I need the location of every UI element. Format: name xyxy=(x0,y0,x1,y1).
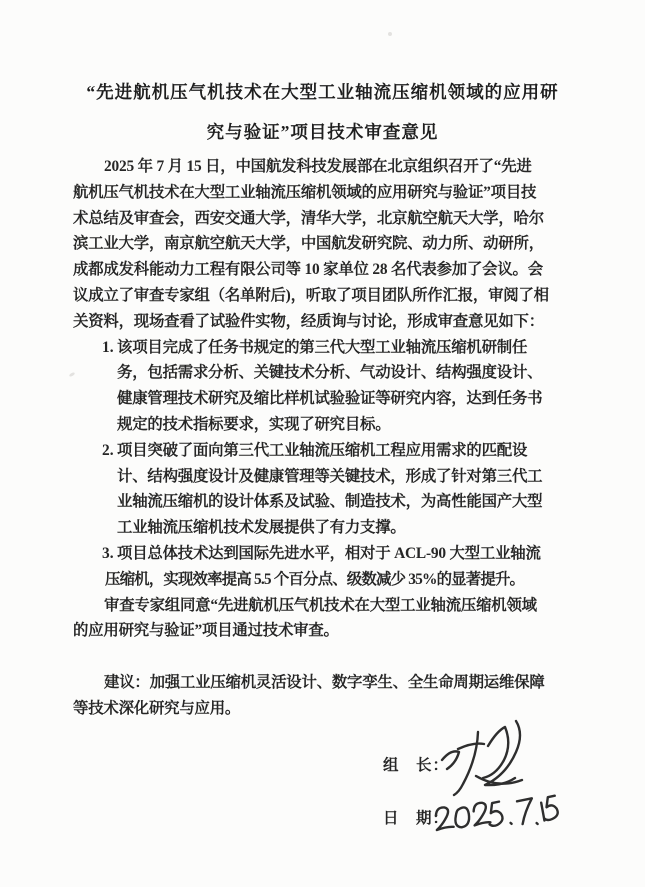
list-text: 项目突破了面向第三代工业轴流压缩机工程应用需求的匹配设 xyxy=(117,441,528,459)
list-item-2-line: 计、结构强度设计及健康管理等关键技术，形成了针对第三代工 xyxy=(117,467,543,485)
list-item-2-line: 工业轴流压缩机技术发展提供了有力支撑。 xyxy=(117,519,406,537)
blank-line xyxy=(73,644,585,670)
list-item-2-line: 业轴流压缩机的设计体系及试验、制造技术，为高性能国产大型 xyxy=(117,493,543,511)
paragraph-line: 滨工业大学，南京航空航天大学，中国航发研究院、动力所、动研所， xyxy=(73,235,544,253)
list-item-1-line: 规定的技术指标要求，实现了研究目标。 xyxy=(117,415,391,433)
list-item-1-line: 健康管理技术研究及缩比样机试验验证等研究内容，达到任务书 xyxy=(117,390,543,408)
list-number: 1. xyxy=(102,338,114,356)
document-title xyxy=(0,72,645,152)
list-item-1-line xyxy=(73,335,585,361)
suggestion-line: 等技术深化研究与应用。 xyxy=(73,699,241,717)
paragraph-line: 航机压气机技术在大型工业轴流压缩机领域的应用研究与验证”项目技 xyxy=(73,183,537,201)
list-item-3-line: 压缩机，实现效率提高 5.5 个百分点、级数减少 35%的显著提升。 xyxy=(105,570,525,588)
title-line-1: “先进航机压气机技术在大型工业轴流压缩机领域的应用研 xyxy=(86,82,559,102)
list-number: 2. xyxy=(102,441,114,459)
scan-speck xyxy=(388,32,392,36)
paragraph-line: 2025 年 7 月 15 日，中国航发科技发展部在北京组织召开了“先进 xyxy=(104,158,532,175)
document-body xyxy=(73,154,585,722)
leader-label: 组 长： xyxy=(383,757,450,774)
paragraph-line: 议成立了审查专家组（名单附后)，听取了项目团队所作汇报，审阅了相 xyxy=(73,286,549,304)
suggestion-line: 建议：加强工业压缩机灵活设计、数字孪生、全生命周期运维保障 xyxy=(104,673,545,691)
title-line-2: 究与验证”项目技术审查意见 xyxy=(206,122,439,142)
list-number: 3. xyxy=(102,544,114,562)
paragraph-line: 术总结及审查会，西安交通大学，清华大学，北京航空航天大学，哈尔 xyxy=(73,209,544,227)
paragraph-line: 成都成发科能动力工程有限公司等 10 家单位 28 名代表参加了会议。会 xyxy=(73,261,543,279)
conclusion-line: 审查专家组同意“先进航机压气机技术在大型工业轴流压缩机领域 xyxy=(104,596,537,614)
list-item-1-line: 务，包括需求分析、关键技术分析、气动设计、结构强度设计、 xyxy=(117,364,543,382)
list-text: 项目总体技术达到国际先进水平，相对于 ACL-90 大型工业轴流 xyxy=(117,544,541,562)
date-handwriting xyxy=(428,790,560,842)
list-item-3-line xyxy=(73,541,585,567)
conclusion-line: 的应用研究与验证”项目通过技术审查。 xyxy=(73,622,339,640)
list-item-2-line xyxy=(73,438,585,464)
date-label: 日 期： xyxy=(383,810,450,827)
list-text: 该项目完成了任务书规定的第三代大型工业轴流压缩机研制任 xyxy=(117,338,528,356)
paragraph-line: 关资料，现场查看了试验件实物，经质询与讨论，形成审查意见如下： xyxy=(73,312,544,330)
